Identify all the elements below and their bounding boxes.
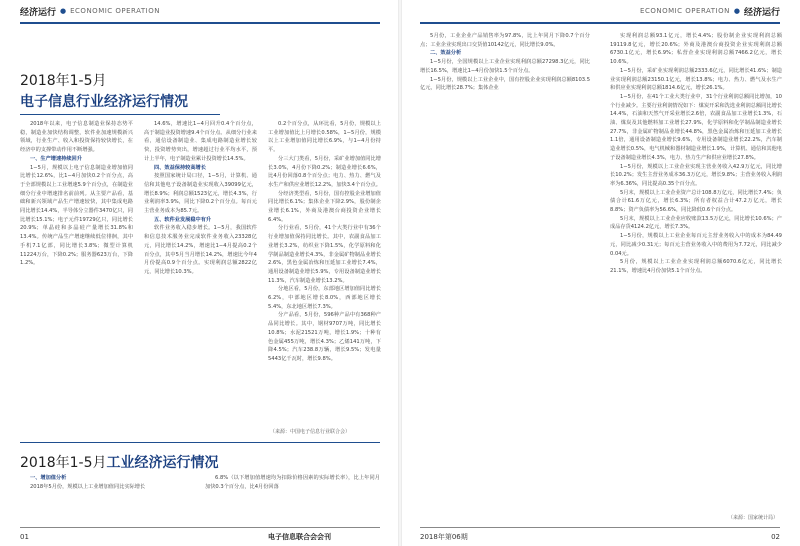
- article1-column-1: [20, 120, 133, 436]
- paragraph: 1−5月份，规模以上工业企业中，国有控股企业实现利润总额8103.5亿元，同比增长28.7%；集体企业: [420, 76, 590, 92]
- paragraph: 14.6%，增速比1−4月回升0.4个百分点，高于制造业投资增速9.4个百分点。从细分行业来看，通信设备制造业、集成电路制造业增长较快，投资增势突出，增速超过行业平均水平，预计上半年，电子制造业累计投资增长14.5%。: [144, 121, 257, 162]
- bullet-dot-icon: ●: [60, 7, 67, 15]
- page-footer-right: [400, 528, 800, 546]
- article2-source: （来源：国家统计局）: [727, 515, 778, 521]
- section-heading: 一、增加值分析: [30, 475, 67, 481]
- paragraph: 分经济类型看，5月份，国有控股企业增加值同比增长6.1%；集体企业下降2.9%，股份制企业增长6.1%，外商及港澳台商投资企业增长6.4%。: [268, 190, 381, 223]
- page-number: 01: [20, 533, 29, 541]
- paragraph: 1−5月份，规模以上工业企业每百元主营业务收入中的成本为84.49元，同比减少0.31元；每百元主营业务收入中的费用为7.72元，同比减少0.04元。: [610, 233, 782, 257]
- article1-title: [20, 70, 220, 115]
- article2-column-1: [20, 474, 190, 524]
- section-title-cn: 经济运行: [20, 7, 57, 18]
- article2-title-main: 工业经济运行情况: [106, 455, 219, 471]
- paragraph: 6.8%（以下增加值增速均为扣除价格因素的实际增长率），比上年同月加快0.3个百分点，比4月份回落: [205, 475, 380, 490]
- article2-column-2: [205, 474, 380, 524]
- paragraph: 1−5月，规模以上电子信息制造业增加值同比增长12.6%，比1−4月加快0.2个百分点，高于全部规模以上工业增速5.9个百分点，在制造业细分行业中增速排名前前列。从主要产品看，基础和新兴领域产品生产增速较快，其中集成电路同比增长14.4%，半导体分立器件3470亿只，同比增长15.1%；电子元件19729亿只，同比增长20.9%；单晶硅和多晶硅产量增长31.8%和13.4%。传统产品生产增速继续低位徘徊，其中手机7.1亿部，同比增长3.8%；微型计算机11224万台，下降0.2%；服务器623万台，下降1.2%。: [20, 164, 133, 267]
- paragraph: 5月末，规模以上工业企业应收账款13.5万亿元，同比增长10.6%；产成品存货4124.2亿元，增长7.3%。: [610, 215, 782, 231]
- article1-title-line1: 2018年1-5月: [20, 73, 107, 89]
- paragraph: 0.2个百分点，从环比看，5月份，规模以上工业增加值比上月增长0.58%，1−5月份，规模以上工业增加值同比增长6.9%，与1−4月份持平。: [268, 121, 381, 154]
- article-separator: [20, 442, 380, 443]
- paragraph: 分地区看，5月份，东部地区增加值同比增长6.2%，中部地区增长8.0%，西部地区增长5.4%，东北地区增长7.3%。: [268, 286, 381, 310]
- paragraph: 2018年5月份，规模以上工业增加值同比实际增长: [30, 483, 146, 490]
- paragraph: 5月份，规模以上工业企业实现利润总额6070.6亿元，同比增长21.1%，增速比4月份加快5.1个百分点。: [610, 259, 782, 274]
- right-column-1: [420, 32, 590, 522]
- page-number-right: 02: [771, 533, 780, 541]
- section-title-en-right: ECONOMIC OPERATION: [640, 7, 730, 15]
- bullet-dot-icon: ●: [733, 7, 740, 15]
- paragraph: 5月末，规模以上工业企业资产总计108.8万亿元，同比增长7.4%；负债合计61.6万亿元，增长6.3%；所有者权益合计47.2万亿元，增长8.8%；资产负债率为56.6%，同比降低0.6个百分点。: [610, 189, 782, 214]
- paragraph: 2018年以来，电子信息制造业保持态势平稳，制造业加快结构调整，软件业加速规模新兴领域，行业生产、收入和投资保持较快增长，在经济中的支撑带动作用不断增强。: [20, 121, 133, 154]
- paragraph: 1−5月份，全国规模以上工业企业实现利润总额27298.3亿元，同比增长16.5%，增速比1−4月份加快1.5个百分点。: [420, 59, 590, 74]
- section-title-en: ECONOMIC OPERATION: [70, 7, 160, 15]
- article1-column-2: [144, 120, 257, 436]
- paragraph: 分行业看，5月份，41个大类行业中有36个行业增加值保持同比增长。其中，农副食品加工业增长3.2%，纺织业下降1.5%，化学原料和化学制品制造业增长4.3%，非金属矿物制品业增长2.6%，黑色金属冶炼和压延加工业增长7.4%，通用设备制造业增长5.9%，专用设备制造业增长11.3%，汽车制造业增长13.2%。: [268, 225, 381, 284]
- section-heading: 二、效益分析: [430, 50, 462, 57]
- section-heading: 五、软件业发展稳中有升: [154, 216, 212, 223]
- paragraph: 分产品看，5月份，596种产品中有368种产品同比增长。其中，钢材9707万吨，同比增长10.8%；水泥21521万吨，增长1.9%；十种有色金属455万吨，增长4.3%；乙烯141万吨，下降4.5%；汽车238.8万辆，增长9.5%；发电量5443亿千瓦时，增长9.8%。: [268, 312, 381, 362]
- page-footer: [0, 528, 400, 546]
- section-title-cn-right: 经济运行: [743, 7, 780, 18]
- paragraph: 1−5月份，在41个工业大类行业中，31个行业利润总额同比增加，10个行业减少。主要行业利润情况如下：煤炭开采和洗选业利润总额同比增长14.4%，石油和天然气开采业增长2.6倍，农副食品加工业增长1.3%，石油、煤炭及其他燃料加工业增长27.9%，化学原料和化学制品制造业增长27.7%，非金属矿物制品业增长44.8%，黑色金属冶炼和压延加工业增长1.1倍，通用设备制造业增长9.6%，专用设备制造业增长22.2%，汽车制造业增长0.5%，电气机械和器材制造业增长1.9%，计算机、通信和其他电子设备制造业增长4.3%，电力、热力生产和供应业增长27.8%。: [610, 93, 782, 161]
- paragraph: 1−5月份，规模以上工业企业实现主营业务收入42.9万亿元，同比增长10.2%；发生主营业务成本36.3万亿元，增长9.8%；主营业务收入利润率为6.36%，同比提高0.35个百分点。: [610, 163, 782, 187]
- page-header-right: [640, 0, 780, 22]
- title-underline: [20, 114, 220, 115]
- section-heading: 一、生产增速持续回升: [30, 155, 82, 162]
- paragraph: 1−5月份，采矿业实现利润总额2333.6亿元，同比增长41.6%；制造业实现利润总额23150.1亿元，增长13.8%；电力、热力、燃气及水生产和供应业实现利润总额1814.6亿元，增长26.1%。: [610, 67, 782, 92]
- article1-source: （来源：中国电子信息行业联合会）: [270, 429, 351, 435]
- right-page: [400, 0, 800, 546]
- paragraph: 分三大门类看，5月份，采矿业增加值同比增长3.0%，4月份下降0.2%；制造业增长6.6%，比4月份回落0.8个百分点；电力、热力、燃气及水生产和供应业增长12.2%，加快3.4个百分点。: [268, 155, 381, 188]
- issue-label: 2018年第06期: [420, 533, 468, 541]
- header-rule-right: [420, 22, 780, 24]
- publication-name: 电子信息联合会会刊: [268, 533, 331, 541]
- paragraph: 软件业务收入稳步增长。1−5月，我国软件和信息技术服务业完成软件业务收入23328亿元，同比增长14.2%，增速比1−4月提高0.2个百分点，其中5月当月增长14.2%，增速比今年4月份提高0.9个百分点。实现利润总额2822亿元，同比增长10.3%。: [144, 225, 257, 275]
- right-column-2: [610, 32, 782, 510]
- article2-title-prefix: 2018年1-5月: [20, 455, 107, 471]
- paragraph: 实现利润总额93.1亿元，增长4.4%；股份制企业实现利润总额19119.8亿元，增长20.6%；外商及港澳台商投资企业实现利润总额6730.1亿元，增长6.9%；私营企业实现利润总额7466.2亿元，增长10.6%。: [610, 33, 782, 66]
- page-header: [20, 0, 400, 22]
- paragraph: 按照国家统计局口径，1−5月，计算机、通信和其他电子设备制造业实现收入39099亿元，增长8.9%；利润总额1523亿元，增长4.3%，行业利润率3.9%，同比下降0.2个百分点。每百元主营业务成本为85.7元。: [144, 173, 257, 215]
- section-heading: 四、效益保持较高增长: [154, 164, 206, 171]
- article2-title: [20, 452, 219, 472]
- article1-column-3: [268, 120, 381, 436]
- paragraph: 5月份，工业企业产品销售率为97.8%，比上年同月下降0.7个百分点；工业企业实现出口交货值10142亿元，同比增长9.0%。: [420, 33, 590, 48]
- header-rule: [20, 22, 380, 24]
- article1-title-line2: 电子信息行业经济运行情况: [20, 94, 188, 110]
